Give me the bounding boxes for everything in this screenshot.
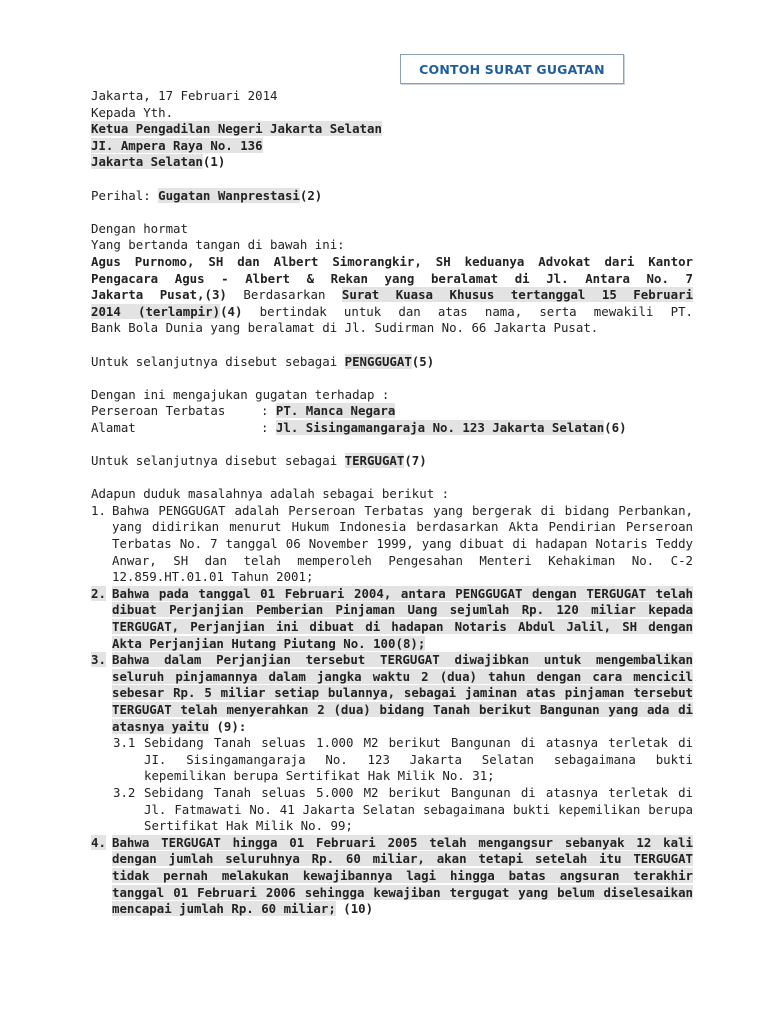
ref-marker: (6) <box>604 419 627 435</box>
gugatan-intro: Dengan ini mengajukan gugatan terhadap : <box>91 386 390 402</box>
perihal-line <box>91 188 693 205</box>
recipient-name: Ketua Pengadilan Negeri Jakarta Selatan <box>91 121 382 137</box>
defendant-company-label: Perseroan Terbatas <box>91 403 226 419</box>
sub-list-number: 3.2 <box>113 784 136 800</box>
tergugat-line <box>91 453 693 470</box>
sub-list-item <box>91 735 693 785</box>
ref-marker: (8); <box>395 635 426 651</box>
power-of-attorney: Surat Kuasa Khusus tertanggal 15 Februari <box>341 287 693 303</box>
power-of-attorney-date: 2014 (terlampir) <box>91 303 221 319</box>
defendant-company-value: PT. Manca Negara <box>275 403 396 419</box>
penggugat-prefix: Untuk selanjutnya disebut sebagai <box>91 353 345 369</box>
list-text: Bahwa TERGUGAT hingga 01 Februari 2005 telah mengangsur sebanyak 12 kali dengan jumlah seluruhnya Rp. 60 miliar, akan tetapi setelah itu TERGUGAT tidak pernah melakukan kewajibannya lagi hingga batas angsuran terakhir tanggal 01 Februari 2006 sehingga kewajiban tergugat yang belum diselesaikan mencapai jumlah Rp. 60 miliar; <box>112 834 693 917</box>
perihal-value: Gugatan Wanprestasi <box>158 187 300 203</box>
ref-marker: (4) <box>220 303 243 319</box>
salutation: Dengan hormat <box>91 220 188 236</box>
sub-list-text: Sebidang Tanah seluas 5.000 M2 berikut Bangunan di atasnya terletak di Jl. Fatmawati No. 41 Jakarta Selatan sebagaimana bukti kepemilikan berupa Sertifikat Hak Milik No. 99; <box>144 784 693 834</box>
recipient-street: JI. Ampera Raya No. 136 <box>91 137 263 153</box>
list-text: Bahwa PENGGUGAT adalah Perseroan Terbatas yang bergerak di bidang Perbankan, yang didirikan menurut Hukum Indonesia berdasarkan Akta Pendirian Perseroan Terbatas No. 7 tanggal 06 November 1999, yang dibuat di hadapan Notaris Teddy Anwar, SH dan telah memperoleh Pengesahan Menteri Kehakiman No. C-2 12.859.HT.01.01 Tahun 2001; <box>112 502 693 585</box>
list-item <box>91 835 693 918</box>
advocates-line-2: Pengacara Agus - Albert & Rekan yang beralamat di Jl. Antara No. 7 <box>91 270 693 286</box>
recipient-line-1 <box>91 121 693 138</box>
tergugat-prefix: Untuk selanjutnya disebut sebagai <box>91 453 345 469</box>
ref-marker: (9): <box>208 718 247 734</box>
recipient-city: Jakarta Selatan <box>91 154 203 170</box>
recipient-line-3 <box>91 154 693 171</box>
sub-list-item <box>91 785 693 835</box>
advocates-text: bertindak untuk dan atas nama, serta mewakili PT. <box>242 303 693 319</box>
facts-intro: Adapun duduk masalahnya adalah sebagai berikut : <box>91 486 450 502</box>
advocates-city: Jakarta Pusat,(3) <box>91 287 227 303</box>
list-number: 2. <box>91 585 106 601</box>
undersigned-intro: Yang bertanda tangan di bawah ini: <box>91 237 345 253</box>
list-item <box>91 503 693 586</box>
list-number: 1. <box>91 502 106 518</box>
perihal-label: Perihal: <box>91 187 159 203</box>
ref-marker: (5) <box>411 353 435 369</box>
defendant-address-value: Jl. Sisingamangaraja No. 123 Jakarta Selatan <box>275 419 605 435</box>
separator: : <box>261 419 276 435</box>
penggugat-line <box>91 354 693 371</box>
ref-marker: (10) <box>335 901 374 917</box>
defendant-address-row <box>91 420 693 437</box>
sub-list-number: 3.1 <box>113 735 136 751</box>
tergugat-value: TERGUGAT <box>344 453 405 469</box>
penggugat-value: PENGGUGAT <box>344 353 412 369</box>
sub-list-text: Sebidang Tanah seluas 1.000 M2 berikut Bangunan di atasnya terletak di JI. Sisingamangaraja No. 123 Jakarta Selatan sebagaimana bukti kepemilikan berupa Sertifikat Hak Milik No. 31; <box>144 735 693 784</box>
separator: : <box>261 403 276 419</box>
date-line: Jakarta, 17 Februari 2014 <box>91 88 278 103</box>
ref-marker: (2) <box>299 187 323 203</box>
list-text: Bahwa pada tanggal 01 Februari 2004, antara PENGGUGAT dengan TERGUGAT telah dibuat Perjanjian Pemberian Pinjaman Uang sejumlah Rp. 120 miliar kepada TERGUGAT, Perjanjian ini dibuat di hadapan Notaris Abdul Jalil, SH dengan Akta Perjanjian Hutang Piutang No. 100 <box>112 585 693 651</box>
list-number: 3. <box>91 652 106 668</box>
advocates-line-5: Bank Bola Dunia yang beralamat di Jl. Sudirman No. 66 Jakarta Pusat. <box>91 320 599 336</box>
list-item <box>91 586 693 652</box>
advocates-line-1: Agus Purnomo, SH dan Albert Simorangkir, SH keduanya Advokat dari Kantor <box>91 253 693 269</box>
list-text: Bahwa dalam Perjanjian tersebut TERGUGAT diwajibkan untuk mengembalikan seluruh pinjamannya dalam jangka waktu 2 (dua) tahun dengan cara mencicil sebesar Rp. 5 miliar setiap bulannya, sebagai jaminan atas pinjaman tersebut TERGUGAT telah menyerahkan 2 (dua) bidang Tanah berikut Bangunan yang ada di atasnya yaitu <box>112 652 693 734</box>
list-number: 4. <box>91 834 106 850</box>
document-title: CONTOH SURAT GUGATAN <box>400 54 624 84</box>
advocates-line-3 <box>91 287 693 304</box>
advocates-text: Berdasarkan <box>226 287 342 303</box>
advocates-line-4 <box>91 304 693 321</box>
kepada-line: Kepada Yth. <box>91 104 174 120</box>
list-item <box>91 652 693 735</box>
ref-marker: (7) <box>404 453 427 469</box>
recipient-line-2 <box>91 138 693 155</box>
ref-marker: (1) <box>202 154 226 170</box>
letter-body <box>91 88 693 918</box>
defendant-address-label: Alamat <box>91 419 136 435</box>
defendant-company-row <box>91 403 693 420</box>
